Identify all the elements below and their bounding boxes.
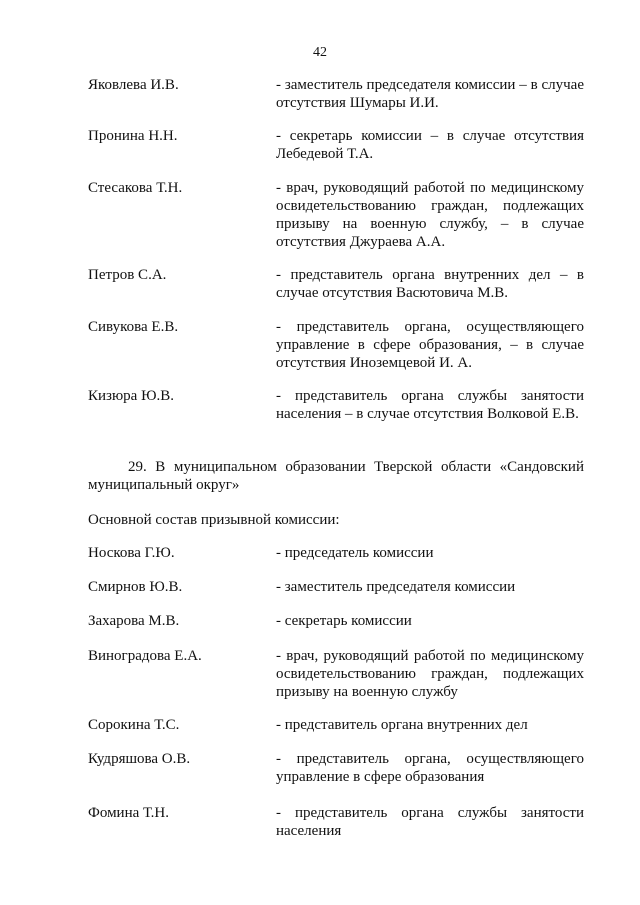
member-role: - представитель органа, осуществляющего управление в сфере образования [276,751,584,785]
member-name: Яковлева И.В. [88,77,179,93]
member-role: - врач, руководящий работой по медицинскому освидетельствованию граждан, подлежащих призыву на военную службу, – в случае отсутствия Джураева А.А. [276,180,584,250]
member-name: Сорокина Т.С. [88,717,180,733]
member-name: Захарова М.В. [88,613,180,629]
composition-heading: Основной состав призывной комиссии: [88,512,340,528]
member-role: - председатель комиссии [276,545,434,561]
member-role: - представитель органа внутренних дел – в случае отсутствия Васютовича М.В. [276,267,584,301]
member-name: Стесакова Т.Н. [88,180,183,196]
member-name: Кизюра Ю.В. [88,388,174,404]
member-role: - представитель органа внутренних дел [276,717,528,733]
clause-paragraph: 29. В муниципальном образовании Тверской области «Сандовский муниципальный округ» [88,459,584,493]
member-name: Виноградова Е.А. [88,648,202,664]
member-name: Кудряшова О.В. [88,751,191,767]
member-role: - заместитель председателя комиссии [276,579,516,595]
member-role: - представитель органа, осуществляющего управление в сфере образования, – в случае отсутствия Иноземцевой И. А. [276,319,584,371]
member-name: Пронина Н.Н. [88,128,178,144]
member-name: Фомина Т.Н. [88,805,170,821]
member-role: - представитель органа службы занятости населения – в случае отсутствия Волковой Е.В. [276,388,584,422]
member-role: - заместитель председателя комиссии – в случае отсутствия Шумары И.И. [276,77,584,111]
member-name: Смирнов Ю.В. [88,579,183,595]
member-role: - представитель органа службы занятости населения [276,805,584,839]
member-role: - врач, руководящий работой по медицинскому освидетельствованию граждан, подлежащих призыву на военную службу [276,648,584,700]
member-name: Сивукова Е.В. [88,319,179,335]
page-number: 42 [313,45,327,60]
member-role: - секретарь комиссии – в случае отсутствия Лебедевой Т.А. [276,128,584,162]
member-role: - секретарь комиссии [276,613,412,629]
member-name: Петров С.А. [88,267,167,283]
member-name: Носкова Г.Ю. [88,545,175,561]
